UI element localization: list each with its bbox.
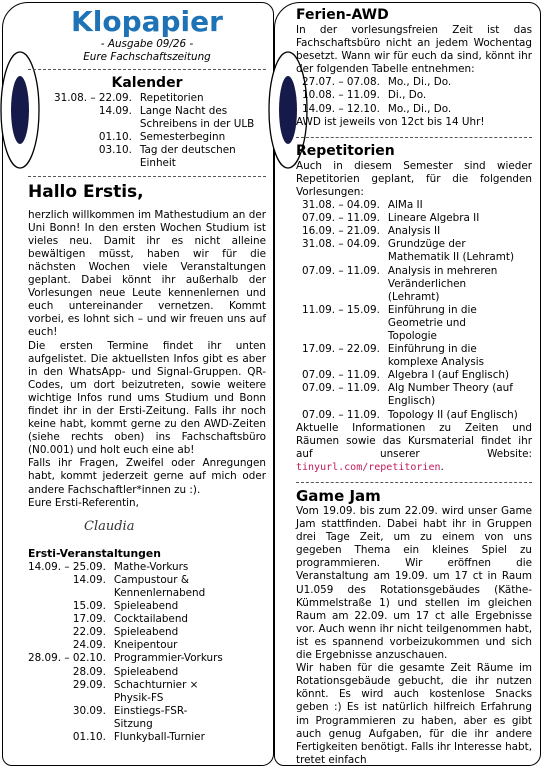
hallo-paragraph: herzlich willkommen im Mathestudium an der Uni Bonn! In den ersten Wochen Studium ist vieles neu. Damit ihr es nicht alleine bewältigen müsst, haben wir für die nächsten Wochen viele Veranstaltungen geplant. Dabei könnt ihr außerhalb der Vorlesungen neue Leute kennenlernen und euch untereinander vernetzen. Kommt vorbei, es lohnt sich – und wir freuen uns auf euch! — [28, 208, 266, 339]
ersti-table — [28, 561, 224, 744]
date-cell: 31.08. – 04.09. — [302, 238, 380, 251]
date-cell: 01.10. — [98, 131, 132, 144]
table-row — [302, 225, 518, 238]
divider — [296, 137, 532, 138]
table-row — [302, 369, 518, 382]
course-cell: Analysis II — [387, 225, 441, 238]
days-cell: Mo., Di., Do. — [387, 102, 452, 115]
table-row — [302, 76, 451, 89]
date-cell: 30.09. — [72, 704, 106, 717]
table-row — [54, 144, 260, 170]
date-cell: 17.09. – 22.09. — [302, 343, 380, 356]
event-cell: Spieleabend — [113, 600, 179, 613]
repetitorien-intro: Auch in diesem Semester sind wieder Repetitorien geplant, für die folgenden Vorlesungen: — [296, 159, 532, 198]
date-cell: 07.09. – 11.09. — [302, 382, 380, 395]
event-cell: Einstiegs-FSR-Sitzung — [113, 704, 188, 730]
table-row — [302, 343, 518, 369]
table-row — [54, 105, 260, 131]
course-cell: Grundzüge der Mathematik II (Lehramt) — [387, 238, 515, 264]
date-cell: 31.08. – 22.09. — [54, 92, 132, 104]
event-cell: Spieleabend — [113, 626, 179, 639]
event-cell: Schachturnier × Physik-FS — [113, 678, 199, 704]
date-cell: 28.09. – 02.10. — [28, 652, 106, 665]
date-cell: 29.09. — [72, 678, 106, 691]
table-row — [28, 666, 224, 679]
event-cell: Campustour & Kennenlernabend — [113, 573, 206, 599]
date-cell: 07.09. – 11.09. — [302, 264, 380, 277]
course-cell: Alg Number Theory (auf Englisch) — [387, 382, 513, 408]
outro-text: Aktuelle Informationen zu Zeiten und Räumen sowie das Kursmaterial findet ihr auf unserer Website: — [296, 421, 532, 460]
date-cell: 03.10. — [98, 144, 132, 157]
awd-table — [302, 76, 451, 115]
course-cell: Einführung in die Geometrie und Topologie — [387, 303, 477, 342]
event-cell: Kneipentour — [113, 639, 178, 652]
kalender-heading: Kalender — [111, 75, 183, 91]
repetitorien-outro — [296, 422, 532, 474]
table-row — [302, 382, 518, 408]
awd-heading: Ferien-AWD — [296, 7, 389, 23]
date-cell: 14.09. – 12.10. — [302, 102, 380, 115]
date-cell: 17.09. — [72, 613, 106, 626]
event-cell: Repetitorien — [139, 92, 204, 104]
date-cell: 01.10. — [72, 731, 106, 744]
table-row — [28, 561, 224, 574]
table-row — [302, 265, 518, 304]
event-cell: Cocktailabend — [113, 613, 189, 626]
event-cell: Mathe-Vorkurs — [113, 560, 189, 573]
date-cell: 07.09. – 11.09. — [302, 369, 380, 382]
event-cell: Spieleabend — [113, 665, 179, 678]
ersti-heading: Ersti-Veranstaltungen — [28, 546, 161, 560]
date-cell: 28.09. — [72, 665, 106, 678]
table-row — [28, 600, 224, 613]
date-cell: 16.09. – 21.09. — [302, 225, 380, 238]
awd-intro: In der vorlesungsfreien Zeit ist das Fachschaftsbüro nicht an jedem Wochentag besetzt. Wann wir für euch da sind, könnt ihr der folgenden Tabelle entnehmen: — [296, 24, 532, 76]
left-column — [28, 6, 266, 744]
date-cell: 07.09. – 11.09. — [302, 408, 380, 421]
course-cell: Analysis in mehreren Veränderlichen (Lehramt) — [387, 264, 498, 303]
table-row — [302, 199, 518, 212]
table-row — [28, 626, 224, 639]
table-row — [54, 131, 260, 144]
closing-text: Eure Ersti-Referentin, — [28, 496, 139, 509]
event-cell: Lange Nacht des Schreibens in der ULB — [139, 105, 255, 131]
signature: Claudia — [84, 518, 135, 534]
course-cell: Topology II (auf Englisch) — [387, 408, 518, 421]
awd-note: AWD ist jeweils von 12ct bis 14 Uhr! — [296, 115, 485, 128]
table-row — [302, 212, 518, 225]
table-row — [28, 613, 224, 626]
hallo-paragraph: Falls ihr Fragen, Zweifel oder Anregungen habt, kommt jederzeit gerne auf mich oder andere Fachschaftler*innen zu :). — [28, 457, 266, 496]
event-cell: Semesterbeginn — [139, 131, 226, 144]
gamejam-paragraph: Wir haben für die gesamte Zeit Räume im Rotationsgebäude gebucht, die ihr nutzen könnt. Es wird auch kostenlose Snacks geben :) Es ist natürlich hilfreich Erfahrung im Programmieren zu haben, aber es gibt auch genug Aufgaben, für die ihr andere Fertigkeiten benötigt. Falls ihr Interesse habt, tretet einfach — [296, 662, 533, 766]
gamejam-heading: Game Jam — [296, 487, 381, 505]
event-cell: Tag der deutschen Einheit — [139, 144, 236, 170]
date-cell: 22.09. — [72, 626, 106, 639]
course-cell: AlMa II — [387, 199, 423, 212]
course-cell: Lineare Algebra II — [387, 212, 480, 225]
date-cell: 10.08. – 11.09. — [302, 89, 380, 102]
date-cell: 14.09. – 25.09. — [28, 560, 106, 573]
issue-number: - Ausgabe 09/26 - — [100, 38, 194, 50]
course-cell: Algebra I (auf Englisch) — [387, 369, 510, 382]
kalender-table — [54, 92, 260, 171]
event-cell: Flunkyball-Turnier — [113, 731, 205, 744]
repetitorien-link[interactable]: tinyurl.com/repetitorien — [296, 461, 441, 473]
date-cell: 15.09. — [72, 600, 106, 613]
table-row — [302, 103, 451, 116]
divider — [28, 176, 266, 177]
hallo-heading: Hallo Erstis, — [28, 181, 144, 202]
date-cell: 07.09. – 11.09. — [302, 212, 380, 225]
table-row — [28, 574, 224, 600]
table-row — [54, 92, 260, 105]
table-row — [302, 238, 518, 264]
days-cell: Di., Do. — [387, 89, 427, 102]
table-row — [28, 731, 224, 744]
days-cell: Mo., Di., Do. — [387, 76, 452, 89]
table-row — [302, 304, 518, 343]
divider — [28, 69, 266, 70]
newspaper-title: Klopapier — [71, 5, 223, 38]
date-cell: 27.07. – 07.08. — [302, 76, 380, 89]
date-cell: 24.09. — [72, 639, 106, 652]
table-row — [28, 705, 224, 731]
hallo-paragraph: Die ersten Termine findet ihr unten aufgelistet. Die aktuellsten Infos gibt es aber in den WhatsApp- und Signal-Gruppen. QR-Codes, um dort beizutreten, sowie weitere wichtige Infos rund ums Studium und Bonn findet ihr in der Ersti-Zeitung. Falls ihr noch keine habt, kommt gerne zu den AWD-Zeiten (siehe rechts oben) ins Fachschaftsbüro (N0.001) und holt euch eine ab! — [28, 339, 266, 457]
divider — [296, 482, 532, 483]
right-column — [296, 6, 532, 767]
date-cell: 11.09. – 15.09. — [302, 303, 380, 316]
gamejam-paragraph: Vom 19.09. bis zum 22.09. wird unser Game Jam stattfinden. Dabei habt ihr in Gruppen drei Tage Zeit, um zu einem von uns gegeben Thema ein kleines Spiel zu programmieren. Wir eröffnen die Veranstaltung am 19.09. um 17 ct in Raum U1.059 des Rotationsgebäudes (Käthe-Kümmelstraße 1) und stellen im gleichen Raum am 22.09. um 17 ct alle Ergebnisse vor. Auch wenn ihr nicht teilgenommen habt, ist es spannend vorbeizukommen und sich die Ergebnisse anzuschauen. — [296, 505, 532, 662]
table-row — [28, 639, 224, 652]
date-cell: 14.09. — [72, 573, 106, 586]
date-cell: 14.09. — [98, 105, 132, 118]
event-cell: Programmier-Vorkurs — [113, 652, 223, 665]
newspaper-subtitle: Eure Fachschaftszeitung — [83, 51, 211, 63]
date-cell: 31.08. – 04.09. — [302, 199, 380, 212]
repetitorien-heading: Repetitorien — [296, 142, 395, 159]
outro-end: . — [440, 460, 444, 473]
table-row — [28, 679, 224, 705]
table-row — [302, 89, 451, 102]
table-row — [28, 652, 224, 665]
course-cell: Einführung in die komplexe Analysis — [387, 343, 485, 369]
repetitorien-table — [302, 199, 518, 422]
table-row — [302, 409, 518, 422]
